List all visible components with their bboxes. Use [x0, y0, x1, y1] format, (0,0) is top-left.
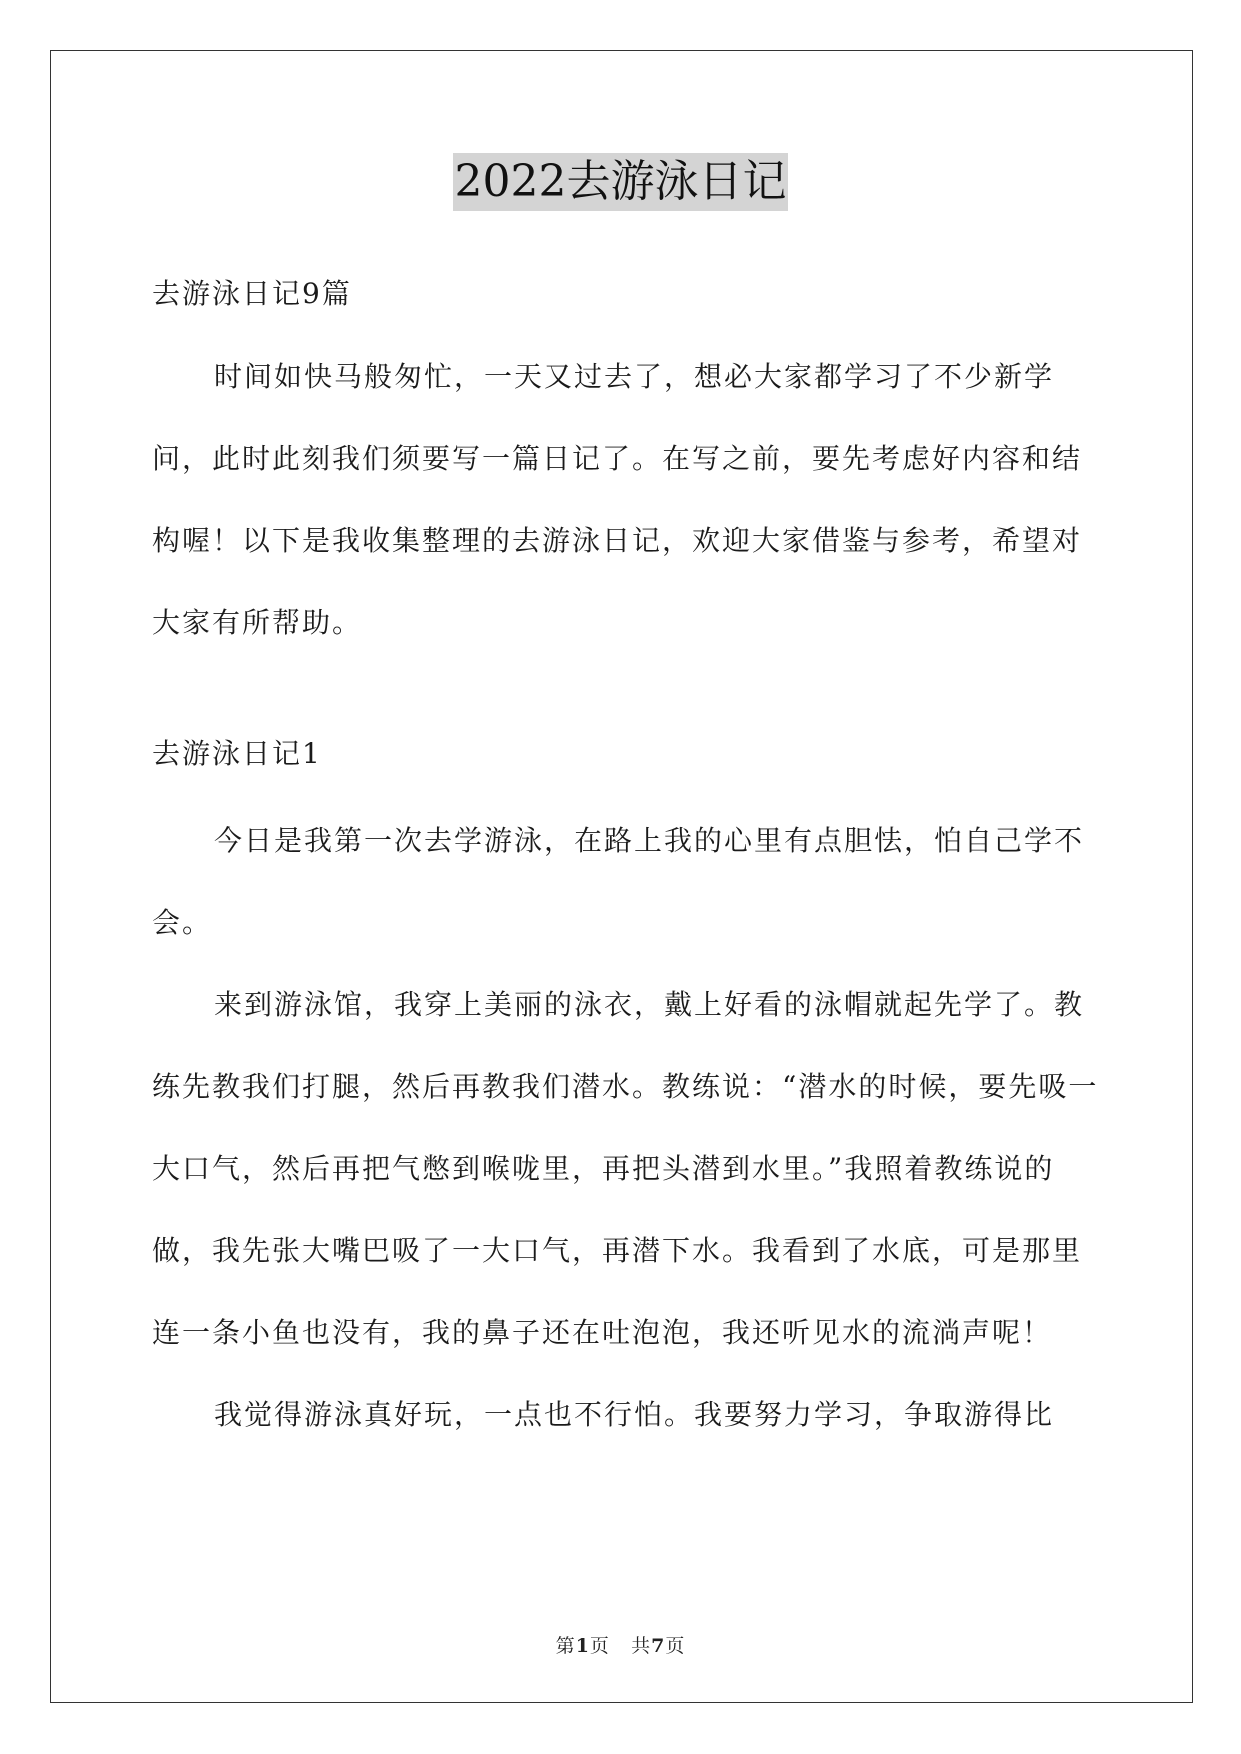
page-prefix: 第 — [555, 1635, 576, 1657]
document-subtitle: 去游泳日记9篇 — [152, 277, 352, 310]
body-paragraph: 来到游泳馆，我穿上美丽的泳衣，戴上好看的泳帽就起先学了。教练先教我们打腿，然后再教我们潜水。教练说：“潜水的时候，要先吸一大口气，然后再把气憋到喉咙里，再把头潜到水里。”我照着教练说的做，我先张大嘴巴吸了一大口气，再潜下水。我看到了水底，可是那里连一条小鱼也没有，我的鼻子还在吐泡泡，我还听见水的流淌声呢！ — [152, 988, 1099, 1349]
total-unit: 页 — [665, 1635, 686, 1657]
page-unit: 页 — [589, 1635, 610, 1657]
body-paragraph: 我觉得游泳真好玩，一点也不行怕。我要努力学习，争取游得比 — [214, 1398, 1055, 1431]
total-page-number: 7 — [651, 1635, 666, 1657]
body-paragraph: 今日是我第一次去学游泳，在路上我的心里有点胆怯，怕自己学不会。 — [152, 824, 1085, 939]
document-title: 2022去游泳日记 — [453, 153, 789, 211]
title-container — [0, 153, 1241, 211]
total-prefix: 共 — [631, 1635, 652, 1657]
document-body — [152, 264, 1100, 1456]
current-page-number: 1 — [575, 1635, 590, 1657]
intro-paragraph: 时间如快马般匆忙，一天又过去了，想必大家都学习了不少新学问，此时此刻我们须要写一篇日记了。在写之前，要先考虑好内容和结构喔！以下是我收集整理的去游泳日记，欢迎大家借鉴与参考，希望对大家有所帮助。 — [152, 360, 1083, 639]
section-heading: 去游泳日记1 — [152, 737, 322, 770]
page-footer — [0, 1631, 1241, 1658]
